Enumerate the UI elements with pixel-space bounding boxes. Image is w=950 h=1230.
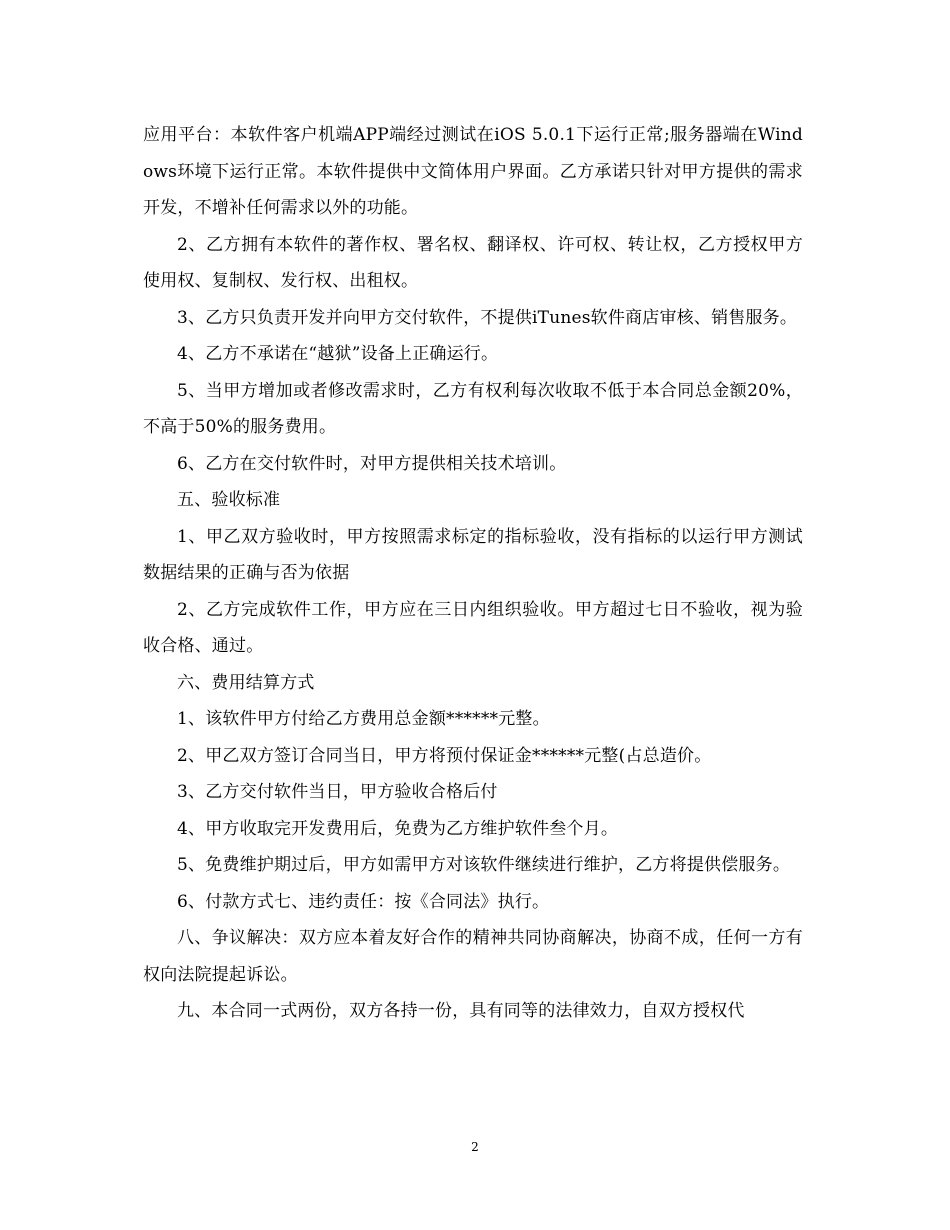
document-body	[143, 117, 803, 1030]
page-number: 2	[471, 1140, 479, 1154]
paragraph: 6、付款方式七、违约责任：按《合同法》执行。	[177, 891, 550, 912]
paragraph: 八、争议解决：双方应本着友好合作的精神共同协商解决，协商不成，任何一方有权向法院提起诉讼。	[143, 928, 803, 985]
paragraph: 2、甲乙双方签订合同当日，甲方将预付保证金******元整(占总造价。	[177, 745, 712, 766]
paragraph: 4、甲方收取完开发费用后，免费为乙方维护软件叁个月。	[177, 818, 619, 839]
paragraph: 五、验收标准	[177, 490, 281, 510]
paragraph: 2、乙方拥有本软件的著作权、署名权、翻译权、许可权、转让权，乙方授权甲方使用权、复制权、发行权、出租权。	[143, 234, 803, 291]
paragraph: 九、本合同一式两份，双方各持一份，具有同等的法律效力，自双方授权代	[177, 1001, 745, 1021]
paragraph: 2、乙方完成软件工作，甲方应在三日内组织验收。甲方超过七日不验收，视为验收合格、通过。	[143, 599, 803, 656]
paragraph: 3、乙方交付软件当日，甲方验收合格后付	[177, 782, 498, 802]
paragraph: 4、乙方不承诺在“越狱”设备上正确运行。	[177, 344, 499, 364]
paragraph: 6、乙方在交付软件时，对甲方提供相关技术培训。	[177, 453, 567, 474]
paragraph: 1、甲乙双方验收时，甲方按照需求标定的指标验收，没有指标的以运行甲方测试数据结果的正确与否为依据	[143, 526, 803, 583]
paragraph: 5、当甲方增加或者修改需求时，乙方有权利每次收取不低于本合同总金额20%，不高于50%的服务费用。	[143, 380, 803, 437]
paragraph: 应用平台：本软件客户机端APP端经过测试在iOS 5.0.1下运行正常;服务器端在Windows环境下运行正常。本软件提供中文简体用户界面。乙方承诺只针对甲方提供的需求开发，不增补任何需求以外的功能。	[143, 125, 803, 218]
paragraph: 六、费用结算方式	[177, 672, 315, 693]
paragraph: 3、乙方只负责开发并向甲方交付软件，不提供iTunes软件商店审核、销售服务。	[177, 307, 798, 328]
paragraph: 5、免费维护期过后，甲方如需甲方对该软件继续进行维护，乙方将提供偿服务。	[177, 855, 791, 875]
paragraph: 1、该软件甲方付给乙方费用总金额******元整。	[177, 709, 550, 729]
